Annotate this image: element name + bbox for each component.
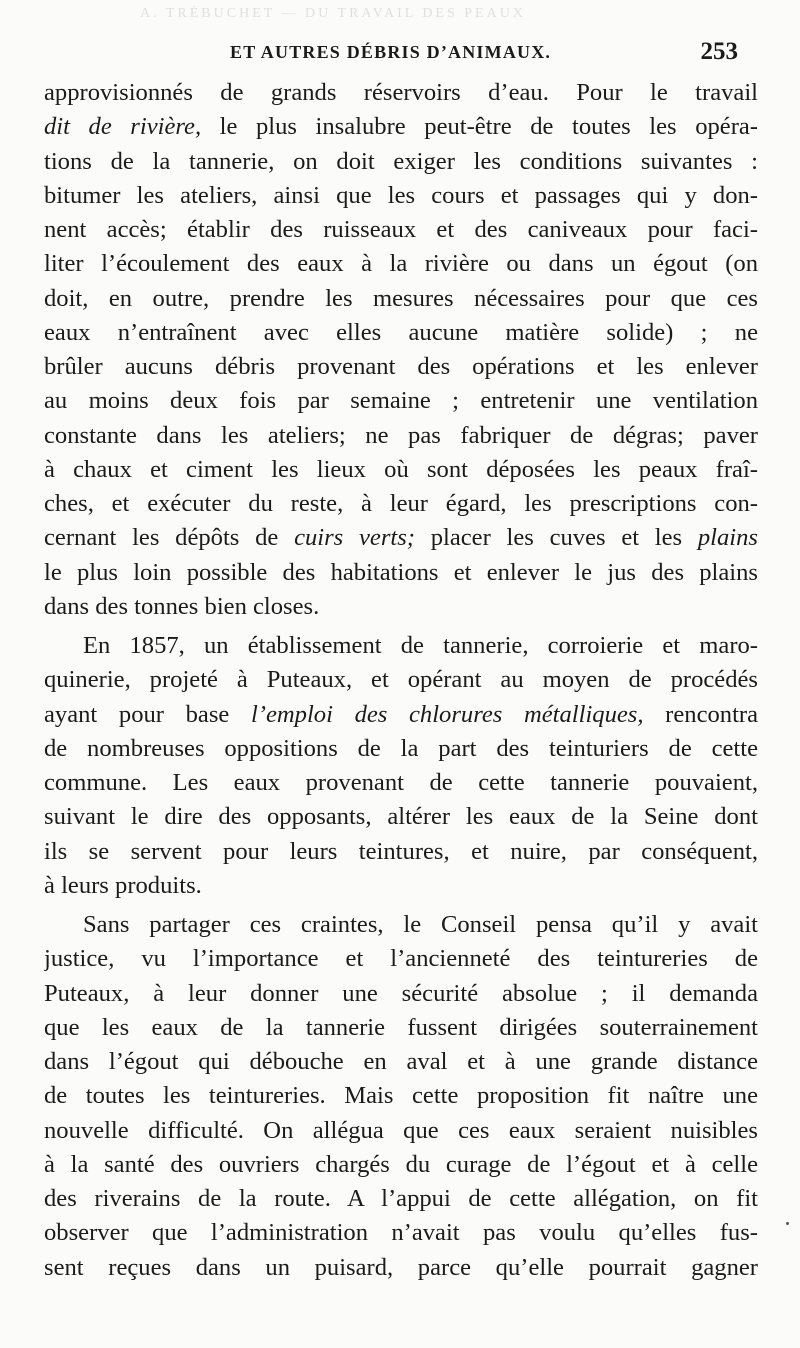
text-line (44, 698, 758, 732)
text-line (44, 629, 758, 663)
text-segment: dans l’égout qui débouche en aval et à une grande distance (44, 1048, 758, 1075)
text-segment: eaux n’entraînent avec elles aucune matière solide) ; ne (44, 318, 758, 346)
text-segment: liter l’écoulement des eaux à la rivière ou dans un égout (on (44, 250, 758, 278)
text-segment: nent accès; établir des ruisseaux et des caniveaux pour faci- (44, 216, 758, 243)
text-segment: le plus insalubre peut-être de toutes les opéra- (201, 113, 758, 141)
text-line (44, 732, 758, 766)
text-segment: à leurs produits. (44, 871, 202, 899)
text-line (44, 590, 758, 624)
text-segment: bitumer les ateliers, ainsi que les cours et passages qui y don- (44, 181, 758, 209)
text-line (44, 908, 758, 942)
italic-text: cuirs verts; (294, 524, 415, 552)
text-line (44, 487, 758, 521)
text-segment: dans des tonnes bien closes. (44, 592, 320, 620)
text-line (44, 282, 758, 316)
text-line (44, 869, 758, 903)
text-segment: quinerie, projeté à Puteaux, et opérant au moyen de procédés (44, 666, 758, 694)
text-line (44, 556, 758, 590)
text-line (44, 419, 758, 453)
text-segment: nouvelle difficulté. On allégua que ces eaux seraient nuisibles (44, 1116, 758, 1144)
text-line (44, 1045, 758, 1079)
text-segment: ayant pour base (44, 700, 251, 728)
paragraph (44, 629, 758, 903)
text-segment: le plus loin possible des habitations et enlever le jus des plains (44, 558, 758, 586)
text-segment: à chaux et ciment les lieux où sont déposées les peaux fraî- (44, 455, 758, 483)
text-segment: cernant les dépôts de (44, 524, 295, 552)
text-segment: placer les cuves et les (414, 524, 698, 552)
text-line (44, 110, 758, 144)
text-line (44, 977, 758, 1011)
paper-speck (786, 1222, 789, 1225)
text-line (44, 316, 758, 350)
text-segment: tions de la tannerie, on doit exiger les conditions suivantes : (44, 147, 758, 175)
text-line (44, 800, 758, 834)
text-line (44, 1251, 758, 1285)
text-line (44, 521, 758, 555)
text-segment: à la santé des ouvriers chargés du curage de l’égout et à celle (44, 1150, 758, 1178)
text-line (44, 76, 758, 110)
text-line (44, 1182, 758, 1216)
text-segment: Puteaux, à leur donner une sécurité absolue ; il demanda (44, 979, 758, 1007)
running-head: ET AUTRES DÉBRIS D’ANIMAUX. (230, 42, 552, 62)
text-segment: ches, et exécuter du reste, à leur égard, les prescriptions con- (44, 490, 758, 517)
text-segment: suivant le dire des opposants, altérer les eaux de la Seine dont (44, 803, 758, 831)
text-segment: des riverains de la route. A l’appui de cette allégation, on fit (44, 1185, 758, 1212)
text-line (44, 453, 758, 487)
text-line (44, 384, 758, 418)
text-segment: approvisionnés de grands réservoirs d’eau. Pour le travail (44, 79, 758, 106)
text-segment: justice, vu l’importance et l’ancienneté des teintureries de (44, 945, 758, 973)
text-line (44, 766, 758, 800)
text-line (44, 179, 758, 213)
text-segment: au moins deux fois par semaine ; entretenir une ventilation (44, 387, 758, 415)
text-segment: ils se servent pour leurs teintures, et nuire, par conséquent, (44, 837, 758, 865)
italic-text: plains (697, 524, 758, 552)
text-line (44, 247, 758, 281)
italic-text: l’emploi des chlorures métalliques, (250, 700, 644, 728)
text-segment: Sans partager ces craintes, le Conseil pensa qu’il y avait (83, 911, 758, 938)
text-segment: que les eaux de la tannerie fussent dirigées souterrainement (44, 1013, 758, 1041)
paragraph (44, 76, 758, 624)
text-segment: En 1857, un établissement de tannerie, corroierie et maro- (83, 632, 758, 659)
italic-text: dit de rivière, (44, 113, 202, 141)
text-line (44, 663, 758, 697)
text-line (44, 213, 758, 247)
text-segment: constante dans les ateliers; ne pas fabriquer de dégras; paver (44, 421, 758, 449)
bleed-through-text: A. TRÉBUCHET — DU TRAVAIL DES PEAUX (140, 6, 526, 21)
text-segment: commune. Les eaux provenant de cette tannerie pouvaient, (44, 769, 758, 796)
paragraph (44, 908, 758, 1285)
text-line (44, 1011, 758, 1045)
text-segment: de nombreuses oppositions de la part des teinturiers de cette (44, 734, 758, 762)
page-number: 253 (700, 38, 738, 65)
text-line (44, 942, 758, 976)
text-segment: de toutes les teintureries. Mais cette proposition fit naître une (44, 1082, 758, 1110)
text-line (44, 1148, 758, 1182)
text-segment: observer que l’administration n’avait pas voulu qu’elles fus- (44, 1219, 758, 1247)
page-header (0, 38, 800, 78)
text-segment: rencontra (643, 700, 758, 728)
text-line (44, 350, 758, 384)
text-line (44, 835, 758, 869)
text-line (44, 1216, 758, 1250)
text-line (44, 1114, 758, 1148)
body-text (44, 76, 758, 1285)
text-segment: doit, en outre, prendre les mesures nécessaires pour que ces (44, 284, 758, 312)
text-segment: sent reçues dans un puisard, parce qu’elle pourrait gagner (44, 1253, 758, 1281)
text-line (44, 145, 758, 179)
text-line (44, 1079, 758, 1113)
text-segment: brûler aucuns débris provenant des opérations et les enlever (44, 353, 758, 380)
